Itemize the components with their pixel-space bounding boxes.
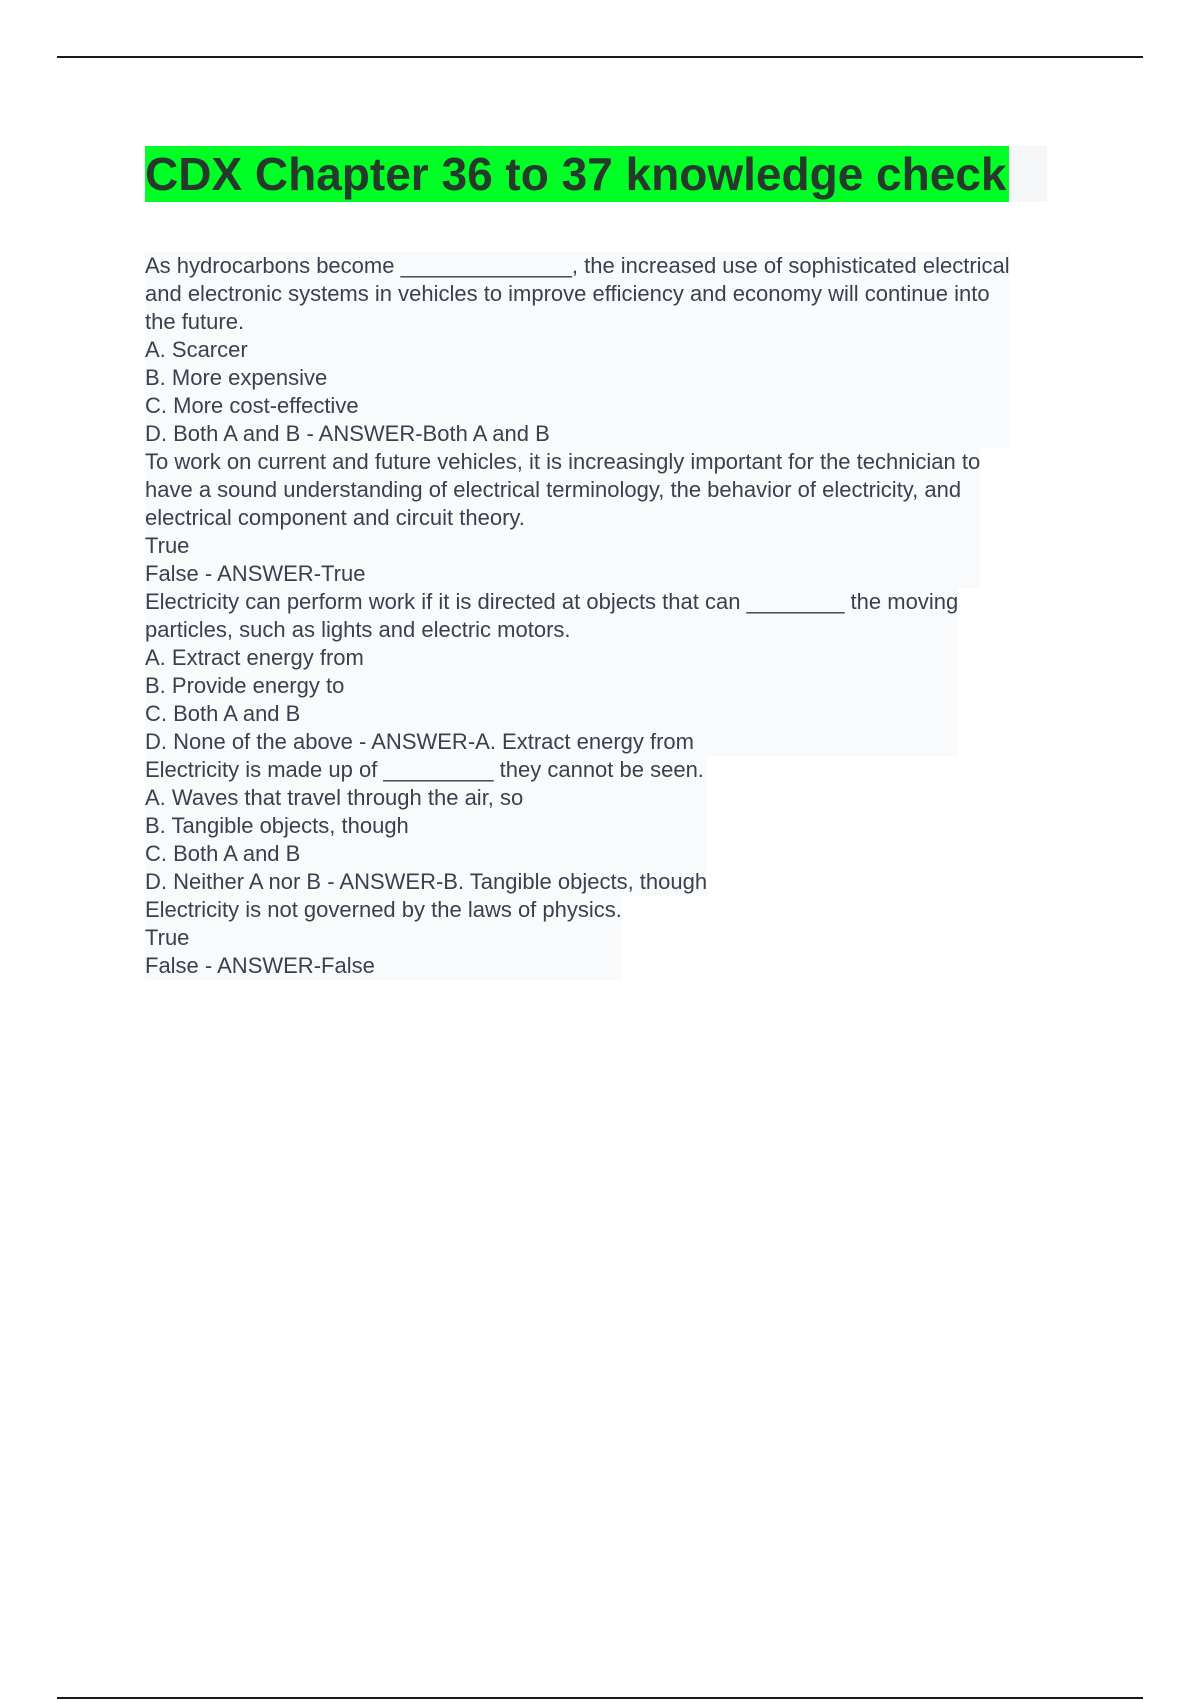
- question-stem-line: Electricity is not governed by the laws of physics.: [145, 897, 622, 922]
- question-4: [145, 756, 1090, 896]
- question-stem-line: electrical component and circuit theory.: [145, 505, 525, 530]
- question-stem-line: have a sound understanding of electrical terminology, the behavior of electricity, and: [145, 477, 962, 502]
- bottom-rule: [57, 1697, 1143, 1699]
- question-5-text: [145, 896, 622, 980]
- title-highlight-trail: [1009, 146, 1047, 202]
- option-true: True: [145, 925, 190, 950]
- question-4-text: [145, 756, 707, 896]
- question-stem-line: and electronic systems in vehicles to improve efficiency and economy will continue into: [145, 281, 990, 306]
- option-b: B. More expensive: [145, 365, 328, 390]
- question-stem-line: Electricity is made up of _________ they cannot be seen.: [145, 757, 704, 782]
- option-false-answer: False - ANSWER-False: [145, 953, 375, 978]
- option-a: A. Extract energy from: [145, 645, 364, 670]
- question-2: [145, 448, 1090, 588]
- option-a: A. Scarcer: [145, 337, 248, 362]
- top-rule: [57, 56, 1143, 58]
- question-1-text: [145, 252, 1010, 448]
- option-a: A. Waves that travel through the air, so: [145, 785, 524, 810]
- option-b: B. Provide energy to: [145, 673, 345, 698]
- question-3-text: [145, 588, 958, 756]
- option-c: C. Both A and B: [145, 701, 301, 726]
- question-stem-line: As hydrocarbons become ______________, the increased use of sophisticated electrical: [145, 253, 1010, 278]
- option-false-answer: False - ANSWER-True: [145, 561, 366, 586]
- question-stem-line: Electricity can perform work if it is directed at objects that can ________ the moving: [145, 589, 959, 614]
- option-b: B. Tangible objects, though: [145, 813, 409, 838]
- question-stem-line: the future.: [145, 309, 245, 334]
- option-d-answer: D. None of the above - ANSWER-A. Extract energy from: [145, 729, 694, 754]
- option-true: True: [145, 533, 190, 558]
- document-body: [145, 146, 1090, 980]
- option-c: C. More cost-effective: [145, 393, 359, 418]
- option-d-answer: D. Both A and B - ANSWER-Both A and B: [145, 421, 550, 446]
- title-banner: [145, 146, 1090, 202]
- question-stem-line: particles, such as lights and electric motors.: [145, 617, 571, 642]
- question-stem-line: To work on current and future vehicles, it is increasingly important for the technician to: [145, 449, 981, 474]
- question-5: [145, 896, 1090, 980]
- option-d-answer: D. Neither A nor B - ANSWER-B. Tangible objects, though: [145, 869, 708, 894]
- document-title: CDX Chapter 36 to 37 knowledge check: [145, 148, 1007, 200]
- question-3: [145, 588, 1090, 756]
- question-1: [145, 252, 1090, 448]
- question-2-text: [145, 448, 980, 588]
- option-c: C. Both A and B: [145, 841, 301, 866]
